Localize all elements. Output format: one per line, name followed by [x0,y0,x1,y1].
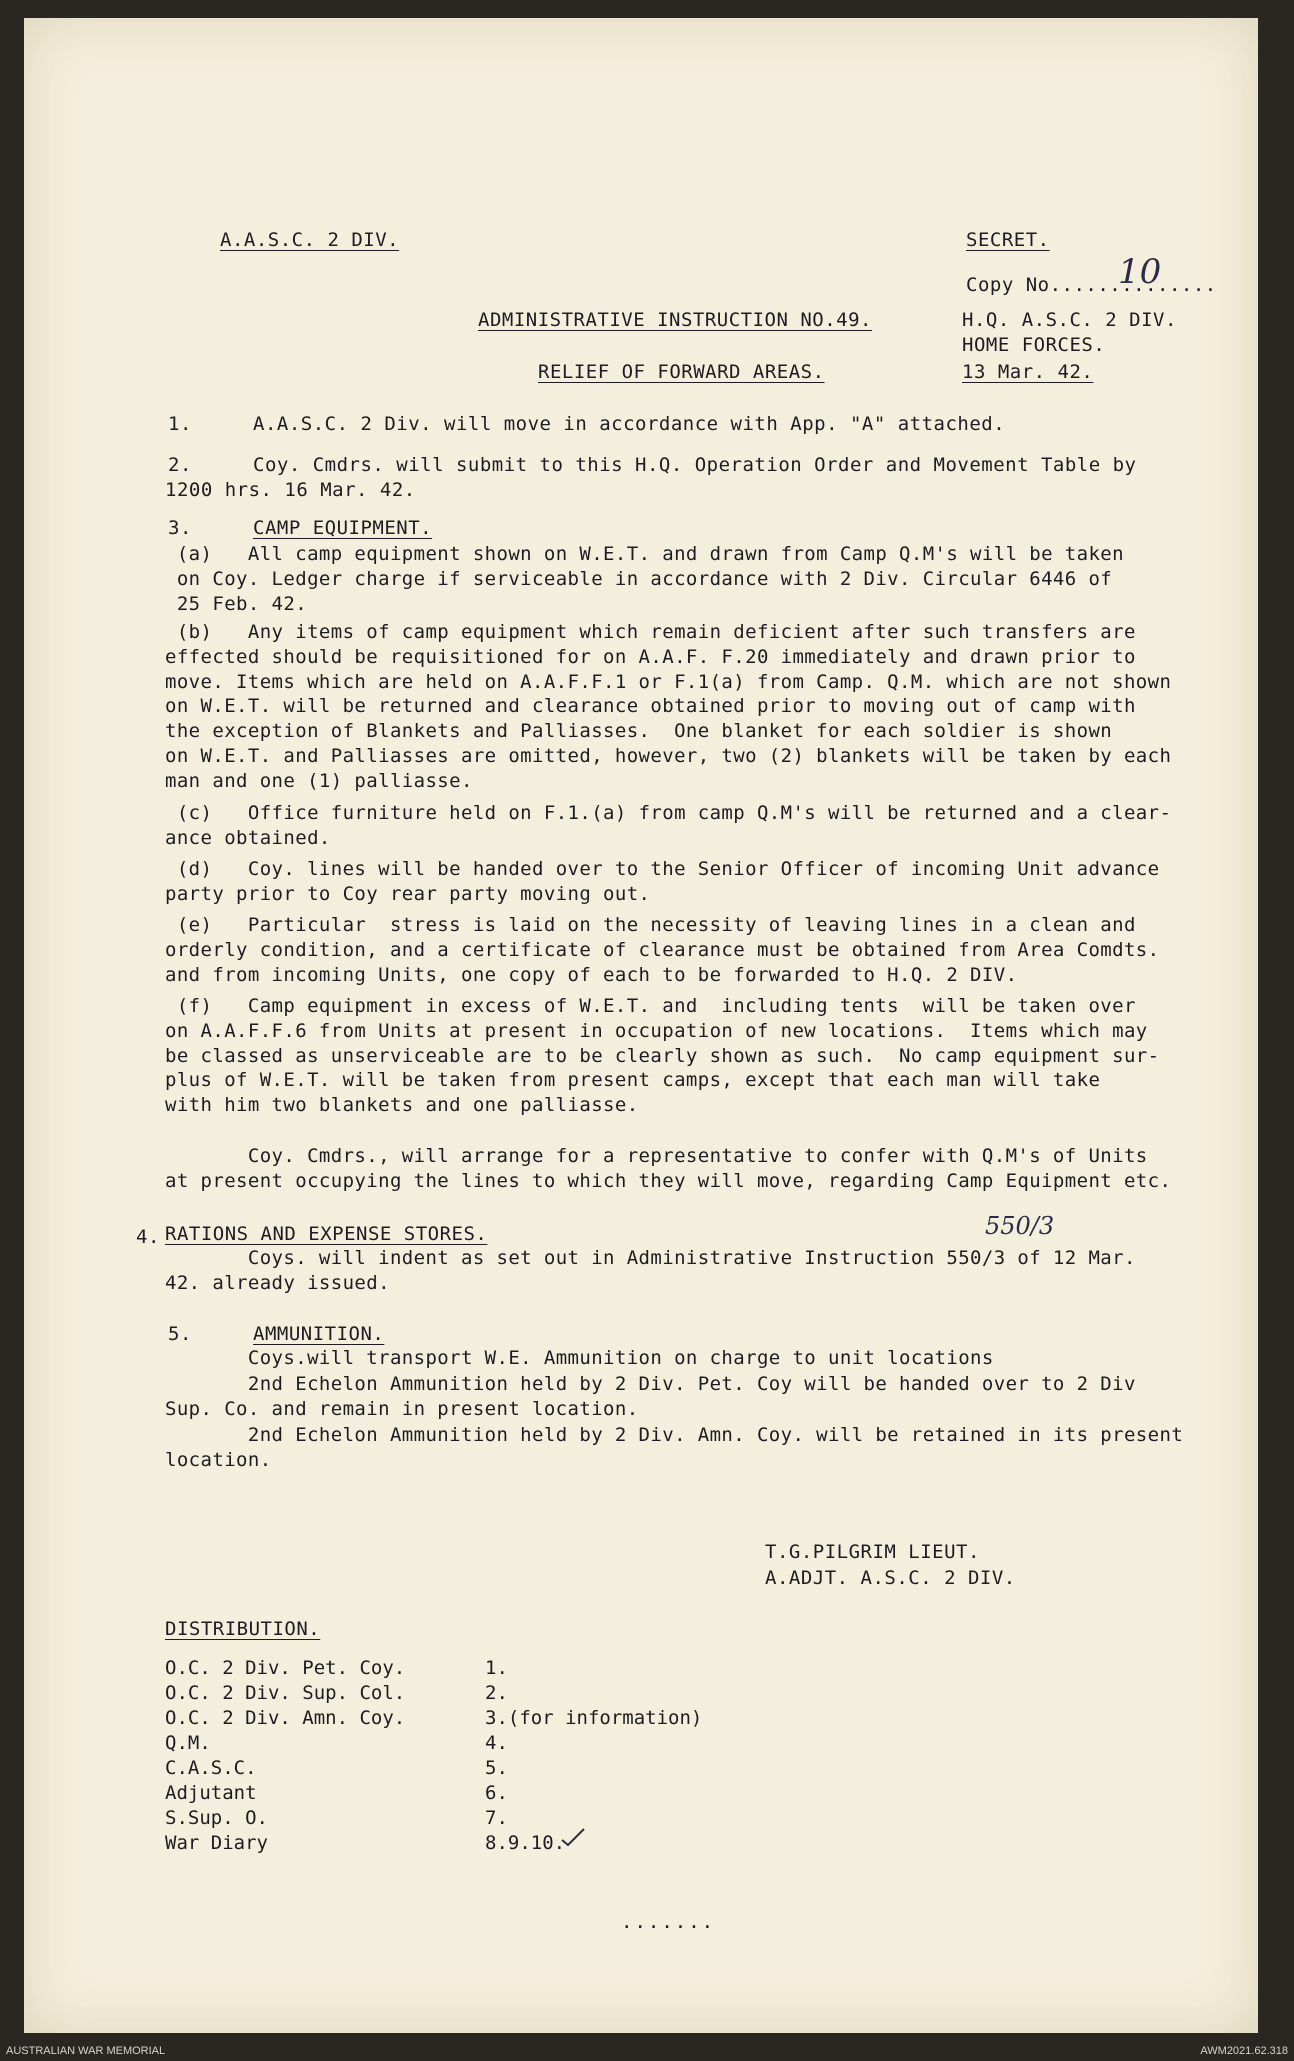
distribution-recipient: Adjutant [165,1782,257,1804]
distribution-heading: DISTRIBUTION. [165,1618,321,1640]
document-subtitle: RELIEF OF FORWARD AREAS. [538,361,825,383]
check-mark-icon [560,1826,586,1848]
distribution-recipient: O.C. 2 Div. Sup. Col. [165,1682,406,1704]
copy-dots-end: ...... [1145,274,1217,296]
signatory-name: T.G.PILGRIM LIEUT. [765,1541,980,1563]
distribution-copy: 5. [485,1757,508,1779]
paragraph-3e: (e) Particular stress is laid on the necessity of leaving lines in a clean and orderly condition, and a certificate of clearance must be obtained from Area Comdts. and from incoming Units, one copy of each to be forwarded to H.Q. 2 DIV. [165,914,1160,986]
distribution-copy: 4. [485,1732,508,1754]
paragraph-1-number: 1. [168,413,192,435]
paragraph-5-heading: AMMUNITION. [253,1323,385,1345]
distribution-recipient: C.A.S.C. [165,1757,257,1779]
distribution-row [165,1731,508,1755]
distribution-row [165,1756,508,1780]
paragraph-3b: (b) Any items of camp equipment which remain deficient after such transfers are effected should be requisitioned for on A.A.F. F.20 immediately and drawn prior to move. Items which are held on A.A.F.F.1 or F.1(a) from Camp. Q.M. which are not shown on W.E.T. will be returned and clearance obtained prior to moving out of camp with the exception of Blankets and Palliasses. One blanket for each soldier is shown on W.E.T. and Palliasses are omitted, however, two (2) blankets will be taken by each man and one (1) palliasse. [165,621,1172,792]
origin-line-1: H.Q. A.S.C. 2 DIV. [962,309,1177,331]
unit-heading: A.A.S.C. 2 DIV. [220,229,400,251]
copy-number-handwritten: 10 [1118,252,1162,292]
paragraph-2-text-cont: 1200 hrs. 16 Mar. 42. [165,479,416,501]
distribution-copy: 3.(for information) [485,1707,703,1729]
copy-label: Copy No........ [966,274,1146,296]
distribution-copy: 6. [485,1782,508,1804]
paragraph-1-text: A.A.S.C. 2 Div. will move in accordance with App. "A" attached. [253,413,1006,435]
paragraph-5-number: 5. [168,1323,192,1345]
distribution-row [165,1706,703,1730]
distribution-recipient: Q.M. [165,1732,211,1754]
paragraph-3-number: 3. [168,517,192,539]
distribution-recipient: O.C. 2 Div. Amn. Coy. [165,1707,406,1729]
distribution-row [165,1656,508,1680]
distribution-recipient: O.C. 2 Div. Pet. Coy. [165,1657,406,1679]
paragraph-3d: (d) Coy. lines will be handed over to the Senior Officer of incoming Unit advance party prior to Coy rear party moving out. [165,858,1160,905]
distribution-row [165,1806,508,1830]
document-title: ADMINISTRATIVE INSTRUCTION NO.49. [478,309,872,331]
distribution-copy: 7. [485,1807,508,1829]
paragraph-5-text: Coys.will transport W.E. Ammunition on charge to unit locations 2nd Echelon Ammunition held by 2 Div. Pet. Coy will be handed over to 2 Div Sup. Co. and remain in present location. 2nd Echelon Ammunition held by 2 Div. Amn. Coy. will be retained in its present location. [165,1347,1184,1471]
paragraph-4-heading: RATIONS AND EXPENSE STORES. [165,1223,488,1245]
paragraph-3-heading: CAMP EQUIPMENT. [253,517,433,539]
handwritten-reference: 550/3 [985,1212,1055,1240]
document-date: 13 Mar. 42. [962,361,1094,383]
classification-label: SECRET. [966,229,1050,251]
paragraph-3a: (a) All camp equipment shown on W.E.T. and drawn from Camp Q.M's will be taken on Coy. Ledger charge if serviceable in accordance with 2 Div. Circular 6446 of 25 Feb. 42. [176,543,1124,615]
paragraph-4-text: Coys. will indent as set out in Administrative Instruction 550/3 of 12 Mar. 42. already issued. [165,1247,1136,1294]
origin-line-2: HOME FORCES. [962,334,1106,356]
signatory-title: A.ADJT. A.S.C. 2 DIV. [765,1567,1016,1589]
paragraph-3c: (c) Office furniture held on F.1.(a) from camp Q.M's will be returned and a clear- ance obtained. [165,802,1172,849]
copy-number-line [966,273,1217,298]
distribution-row [165,1781,508,1805]
distribution-copy: 8.9.10. [485,1832,566,1854]
archive-footer-right: AWM2021.62.318 [1200,2045,1288,2057]
distribution-copy: 2. [485,1682,508,1704]
distribution-row [165,1831,566,1855]
end-marker: ....... [621,1911,716,1933]
paragraph-3f: (f) Camp equipment in excess of W.E.T. and including tents will be taken over on A.A.F.F.6 from Units at present in occupation of new locations. Items which may be classed as unserviceable are to be clearly shown as such. No camp equipment sur- plus of W.E.T. will be taken from present camps, except that each man will take with him two blankets and one palliasse. [165,995,1160,1117]
paragraph-2-number: 2. [168,454,192,476]
distribution-recipient: War Diary [165,1832,268,1854]
paragraph-4-number: 4. [136,1226,160,1248]
distribution-copy: 1. [485,1657,508,1679]
distribution-recipient: S.Sup. O. [165,1807,268,1829]
distribution-row [165,1681,508,1705]
archive-footer-left: AUSTRALIAN WAR MEMORIAL [6,2045,166,2057]
paragraph-2-text: Coy. Cmdrs. will submit to this H.Q. Operation Order and Movement Table by [253,454,1137,476]
paragraph-3g: Coy. Cmdrs., will arrange for a representative to confer with Q.M's of Units at present occupying the lines to which they will move, regarding Camp Equipment etc. [165,1145,1172,1192]
